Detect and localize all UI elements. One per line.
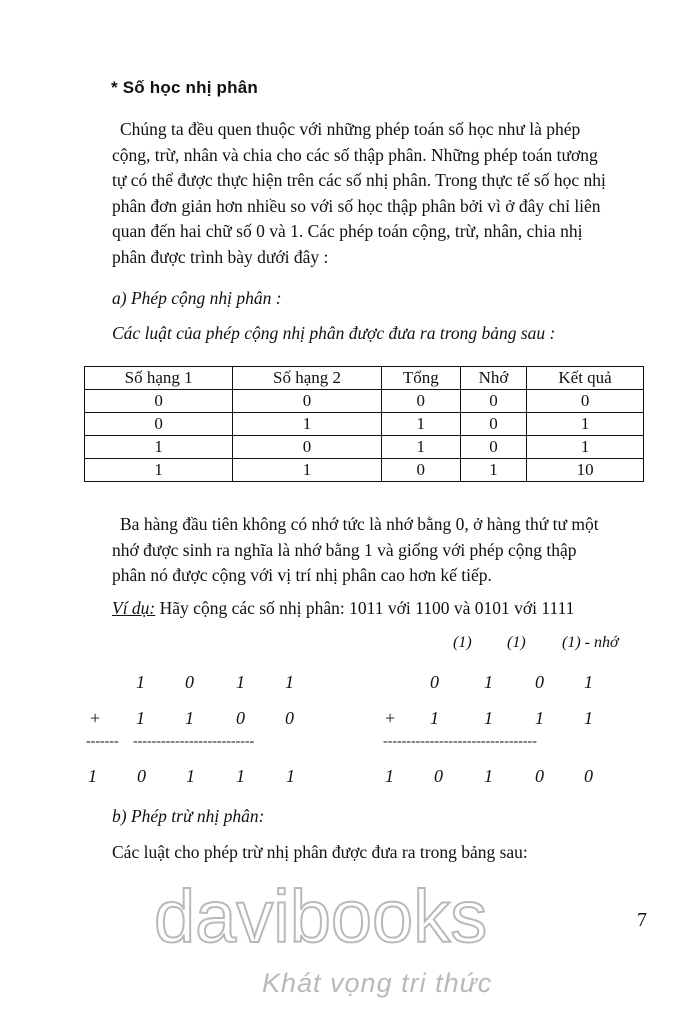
table-cell: 0	[460, 413, 526, 436]
table-cell: 0	[381, 390, 460, 413]
page-number: 7	[637, 909, 647, 931]
table-cell: 1	[85, 436, 233, 459]
paragraph-line: Ba hàng đầu tiên không có nhớ tức là nhớ bằng 0, ở hàng thứ tư một	[120, 514, 599, 534]
right-addend-1-digit: 1	[584, 672, 593, 692]
table-row	[85, 413, 644, 436]
table-cell: 0	[460, 390, 526, 413]
carry-marker-label: (1) - nhớ	[562, 634, 619, 651]
section-a-intro: Các luật của phép cộng nhị phân được đưa ra trong bảng sau :	[112, 323, 556, 343]
table-cell: 0	[527, 390, 644, 413]
table-cell: 1	[460, 459, 526, 482]
table-cell: 0	[85, 390, 233, 413]
table-row	[85, 459, 644, 482]
section-b-intro: Các luật cho phép trừ nhị phân được đưa ra trong bảng sau:	[112, 842, 528, 862]
paragraph-line: phân đơn giản hơn nhiều so với số học thập phân bởi vì ở đây chỉ liên	[112, 195, 601, 216]
right-result-digit: 1	[484, 766, 493, 786]
paragraph-line: phân nó được cộng với vị trí nhị phân cao hơn kế tiếp.	[112, 565, 492, 585]
left-addend-1-digit: 1	[236, 672, 245, 692]
right-addend-1-digit: 0	[535, 672, 544, 692]
table-cell: 0	[460, 436, 526, 459]
right-addend-2-digit: 1	[584, 708, 593, 728]
carry-marker: (1)	[507, 634, 526, 651]
table-cell: 0	[233, 390, 381, 413]
header-cell: Tổng	[381, 367, 460, 390]
right-addend-1-digit: 0	[430, 672, 439, 692]
left-result-digit: 1	[236, 766, 245, 786]
watermark-tagline: Khát vọng tri thức	[262, 968, 493, 998]
table-cell: 1	[381, 436, 460, 459]
left-result-digit: 0	[137, 766, 146, 786]
paragraph-line: phân được trình bày dưới đây :	[112, 246, 329, 267]
watermark-brand: davibooks	[154, 880, 488, 958]
table-cell: 1	[527, 413, 644, 436]
section-a-title: a) Phép cộng nhị phân :	[112, 288, 282, 308]
table-cell: 1	[527, 436, 644, 459]
paragraph-line: tự có thể được thực hiện trên các số nhị phân. Trong thực tế số học nhị	[112, 170, 606, 190]
table-header-row	[85, 367, 644, 390]
section-b-title: b) Phép trừ nhị phân:	[112, 806, 265, 826]
paragraph-line: nhớ được sinh ra nghĩa là nhớ bằng 1 và giống với phép cộng thập	[112, 539, 577, 560]
paragraph-line: Chúng ta đều quen thuộc với những phép toán số học như là phép	[120, 119, 581, 139]
paragraph-line: quan đến hai chữ số 0 và 1. Các phép toán cộng, trừ, nhân, chia nhị	[112, 221, 583, 241]
header-cell: Nhớ	[460, 367, 526, 390]
table-cell: 0	[233, 436, 381, 459]
table-cell: 0	[381, 459, 460, 482]
right-result-digit: 0	[434, 766, 443, 786]
table-cell: 1	[233, 413, 381, 436]
carry-marker: (1)	[453, 634, 472, 651]
left-addend-1-digit: 1	[285, 672, 294, 692]
example-line	[112, 598, 574, 619]
table-cell: 1	[381, 413, 460, 436]
header-cell: Số hạng 2	[233, 367, 381, 390]
example-label: Ví dụ:	[112, 598, 156, 618]
davibooks-watermark-logo	[150, 880, 550, 1000]
left-result-digit: 1	[88, 766, 97, 786]
left-result-digit: 1	[286, 766, 295, 786]
section-heading: * Số học nhị phân	[111, 78, 258, 97]
left-plus-sign: +	[90, 708, 101, 728]
left-addend-1-digit: 1	[136, 672, 145, 692]
left-sum-rule-short: -------	[86, 734, 119, 749]
addition-rules-table	[84, 366, 644, 482]
right-addend-1-digit: 1	[484, 672, 493, 692]
right-plus-sign: +	[385, 708, 396, 728]
right-result-digit: 1	[385, 766, 394, 786]
carry-explanation-paragraph	[112, 512, 642, 589]
header-cell: Số hạng 1	[85, 367, 233, 390]
header-cell: Kết quả	[527, 367, 644, 390]
left-addend-2-digit: 1	[136, 708, 145, 728]
left-addend-2-digit: 1	[185, 708, 194, 728]
table-row	[85, 436, 644, 459]
example-text: Hãy cộng các số nhị phân: 1011 với 1100 và 0101 với 1111	[155, 598, 575, 618]
table-cell: 1	[85, 459, 233, 482]
right-addend-2-digit: 1	[484, 708, 493, 728]
table-cell: 0	[85, 413, 233, 436]
right-sum-rule: ---------------------------------	[383, 734, 537, 749]
right-addend-2-digit: 1	[535, 708, 544, 728]
table-cell: 1	[233, 459, 381, 482]
table-row	[85, 390, 644, 413]
right-result-digit: 0	[535, 766, 544, 786]
table-cell: 10	[527, 459, 644, 482]
left-addend-2-digit: 0	[236, 708, 245, 728]
paragraph-line: cộng, trừ, nhân và chia cho các số thập phân. Những phép toán tương	[112, 144, 598, 165]
right-result-digit: 0	[584, 766, 593, 786]
left-addend-2-digit: 0	[285, 708, 294, 728]
right-addend-2-digit: 1	[430, 708, 439, 728]
left-sum-rule-long: --------------------------	[133, 734, 255, 749]
left-result-digit: 1	[186, 766, 195, 786]
intro-paragraph	[112, 117, 642, 270]
left-addend-1-digit: 0	[185, 672, 194, 692]
